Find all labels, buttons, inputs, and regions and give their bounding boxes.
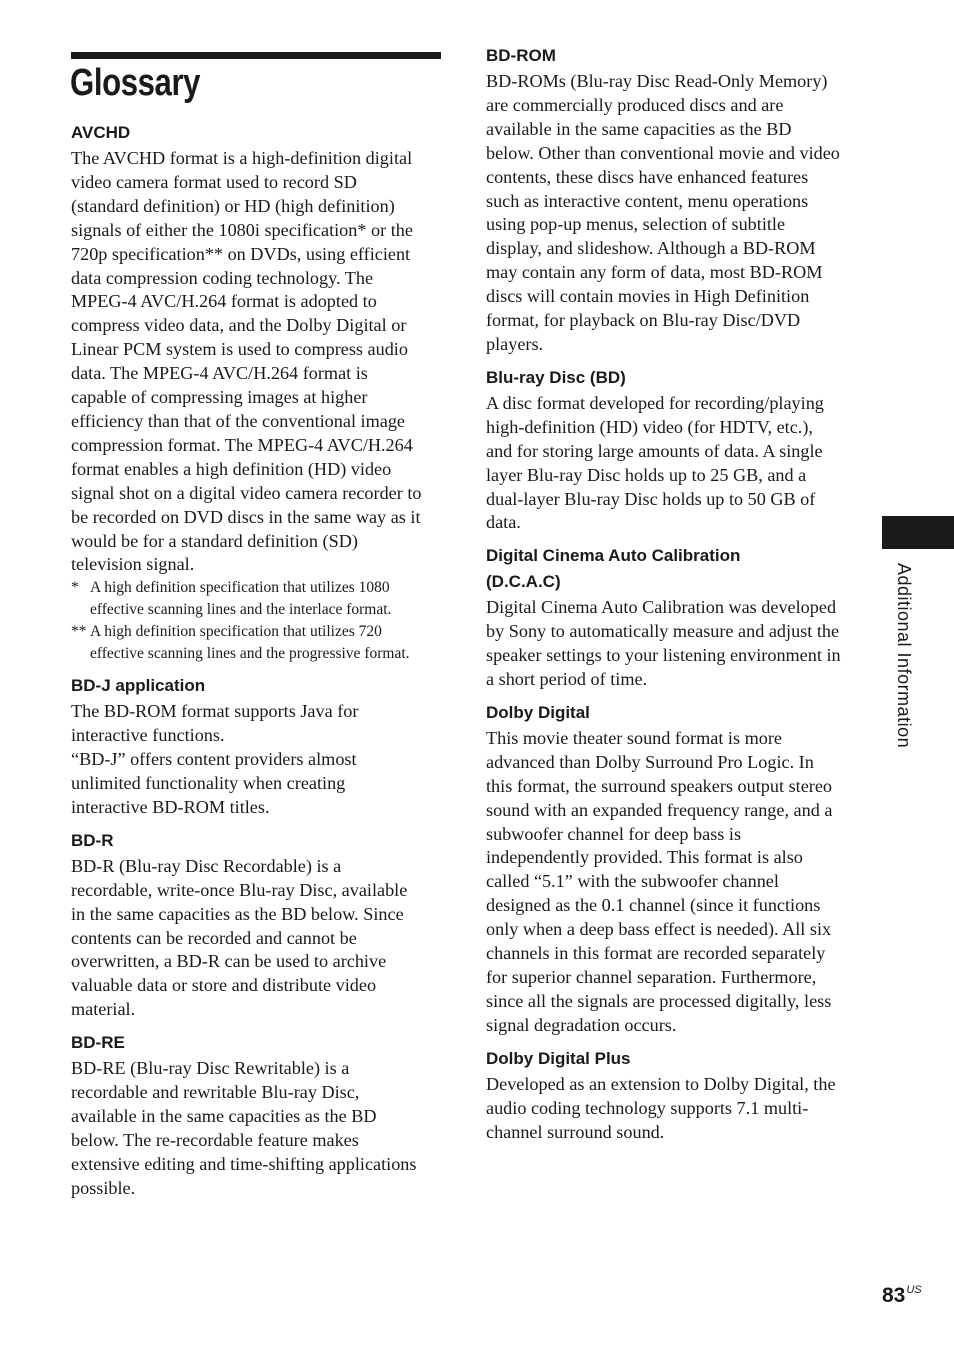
definition-line: since all the signals are processed digitally, less: [486, 990, 832, 1011]
glossary-entry: [486, 366, 858, 535]
definition-line: display, and slideshow. Although a BD-ROM: [486, 238, 816, 259]
glossary-term: BD-J application: [71, 676, 206, 696]
definition-line: discs will contain movies in High Definition: [486, 286, 810, 307]
page-number: [882, 1284, 922, 1308]
definition-line: such as interactive content, menu operations: [486, 190, 809, 211]
definition-line: and for storing large amounts of data. A single: [486, 440, 823, 461]
definition-line: video camera format used to record SD: [71, 171, 357, 192]
glossary-term: Digital Cinema Auto Calibration: [486, 546, 741, 566]
definition-line: The AVCHD format is a high-definition digital: [71, 148, 413, 168]
definition-line: advanced than Dolby Surround Pro Logic. In: [486, 751, 814, 772]
glossary-entry: [71, 674, 443, 820]
definition-line: material.: [71, 999, 136, 1020]
definition-line: unlimited functionality when creating: [71, 773, 346, 794]
definition-line: would be for a standard definition (SD): [71, 530, 358, 551]
footnote-mark: *: [71, 579, 79, 597]
definition-line: BD-ROMs (Blu-ray Disc Read-Only Memory): [486, 71, 828, 91]
definition-line: high-definition (HD) video (for HDTV, etc.),: [486, 416, 813, 437]
definition-line: players.: [486, 333, 544, 354]
glossary-entry: [71, 829, 443, 1022]
definition-line: This movie theater sound format is more: [486, 727, 782, 748]
definition-line: Linear PCM system is used to compress audio: [71, 339, 408, 360]
glossary-entry: [486, 701, 858, 1038]
definition-line: contents can be recorded and cannot be: [71, 927, 357, 948]
definition-line: independently provided. This format is also: [486, 847, 803, 868]
glossary-entry: [486, 544, 858, 692]
definition-line: signal degradation occurs.: [486, 1014, 677, 1035]
glossary-entry: [71, 121, 443, 665]
definition-line: by Sony to automatically measure and adjust the: [486, 621, 840, 642]
right-column: [486, 44, 858, 1153]
definition-line: available in the same capacities as the BD: [71, 1106, 377, 1126]
footnote-text: A high definition specification that utilizes 720: [90, 623, 382, 641]
definition-line: compression format. The MPEG-4 AVC/H.264: [71, 434, 413, 455]
definition-line: “BD-J” offers content providers almost: [71, 749, 357, 770]
definition-line: channels in this format are recorded separately: [486, 943, 826, 964]
definition-line: audio coding technology supports 7.1 multi-: [486, 1097, 809, 1118]
footnote-mark: **: [71, 623, 87, 641]
definition-line: television signal.: [71, 554, 195, 575]
glossary-entry: [486, 44, 858, 357]
definition-line: (standard definition) or HD (high definition): [71, 195, 395, 216]
glossary-term: BD-RE: [71, 1033, 125, 1053]
definition-line: only when a deep bass effect is needed). All six: [486, 919, 832, 940]
definition-line: BD-R (Blu-ray Disc Recordable) is a: [71, 855, 342, 876]
definition-line: MPEG-4 AVC/H.264 format is adopted to: [71, 291, 377, 312]
definition-line: A disc format developed for recording/playing: [486, 392, 824, 413]
definition-line: be recorded on DVD discs in the same way as it: [71, 506, 421, 527]
section-side-label: Additional Information: [894, 563, 914, 749]
page-title: Glossary: [70, 62, 201, 104]
definition-line: format enables a high definition (HD) video: [71, 458, 392, 479]
glossary-term: BD-R: [71, 830, 114, 850]
definition-line: Developed as an extension to Dolby Digital, the: [486, 1073, 836, 1094]
page-number-suffix: US: [906, 1284, 922, 1296]
definition-line: using pop-up menus, selection of subtitle: [486, 214, 786, 235]
definition-line: 720p specification** on DVDs, using efficient: [71, 243, 411, 264]
definition-line: a short period of time.: [486, 669, 648, 690]
definition-line: below. The re-recordable feature makes: [71, 1129, 359, 1150]
definition-line: Digital Cinema Auto Calibration was developed: [486, 597, 837, 618]
page-number-value: 83: [882, 1284, 906, 1307]
glossary-entry: [486, 1047, 858, 1145]
definition-line: subwoofer channel for deep bass is: [486, 823, 742, 844]
footnote-line: [71, 621, 443, 643]
definition-line: available in the same capacities as the BD: [486, 118, 792, 139]
definition-line: recordable and rewritable Blu-ray Disc,: [71, 1082, 360, 1103]
glossary-term: AVCHD: [71, 123, 131, 142]
definition-line: called “5.1” with the subwoofer channel: [486, 871, 779, 892]
definition-line: signals of either the 1080i specification* or the: [71, 219, 413, 240]
definition-line: overwritten, a BD-R can be used to archive: [71, 951, 387, 972]
definition-line: The BD-ROM format supports Java for: [71, 701, 359, 722]
definition-line: dual-layer Blu-ray Disc holds up to 50 GB of: [486, 488, 816, 509]
definition-line: data.: [486, 512, 521, 533]
definition-line: layer Blu-ray Disc holds up to 25 GB, and a: [486, 464, 807, 485]
definition-line: compress video data, and the Dolby Digital or: [71, 315, 407, 336]
section-tab: [882, 516, 954, 549]
definition-line: interactive functions.: [71, 725, 225, 746]
definition-line: valuable data or store and distribute video: [71, 975, 377, 996]
definition-line: speaker settings to your listening environment in: [486, 645, 841, 666]
footnote-text: effective scanning lines and the interlace format.: [90, 601, 392, 619]
definition-line: designed as the 0.1 channel (since it functions: [486, 895, 821, 916]
glossary-term: Dolby Digital Plus: [486, 1048, 631, 1068]
definition-line: possible.: [71, 1177, 136, 1198]
definition-line: in the same capacities as the BD below. Since: [71, 903, 404, 924]
definition-line: for superior channel separation. Furthermore,: [486, 967, 817, 987]
definition-line: sound with an expanded frequency range, and a: [486, 799, 833, 820]
left-column: [71, 121, 443, 1210]
glossary-term: (D.C.A.C): [486, 572, 561, 592]
footnote-text: effective scanning lines and the progressive format.: [90, 645, 410, 663]
definition-line: channel surround sound.: [486, 1121, 665, 1142]
glossary-term: Blu-ray Disc (BD): [486, 367, 626, 387]
definition-line: interactive BD-ROM titles.: [71, 796, 270, 817]
glossary-term: BD-ROM: [486, 46, 556, 65]
footnote-line: [71, 599, 443, 621]
definition-line: data compression coding technology. The: [71, 267, 374, 288]
definition-line: extensive editing and time-shifting applications: [71, 1153, 417, 1174]
definition-line: data. The MPEG-4 AVC/H.264 format is: [71, 363, 368, 384]
definition-line: signal shot on a digital video camera recorder to: [71, 482, 422, 503]
glossary-entry: [71, 1031, 443, 1200]
definition-line: capable of compressing images at higher: [71, 387, 368, 408]
definition-line: recordable, write-once Blu-ray Disc, available: [71, 879, 408, 900]
definition-line: contents, these discs have enhanced features: [486, 166, 809, 187]
footnote-text: A high definition specification that utilizes 1080: [90, 579, 390, 597]
definition-line: may contain any form of data, most BD-ROM: [486, 262, 823, 283]
footnote-line: [71, 643, 443, 665]
footnote-line: [71, 577, 443, 599]
definition-line: are commercially produced discs and are: [486, 94, 784, 115]
glossary-term: Dolby Digital: [486, 702, 590, 722]
definition-line: this format, the surround speakers output stereo: [486, 775, 832, 796]
definition-line: efficiency than that of the conventional image: [71, 410, 405, 431]
definition-line: format, for playback on Blu-ray Disc/DVD: [486, 310, 801, 331]
definition-line: BD-RE (Blu-ray Disc Rewritable) is a: [71, 1058, 350, 1079]
definition-line: below. Other than conventional movie and video: [486, 142, 840, 163]
